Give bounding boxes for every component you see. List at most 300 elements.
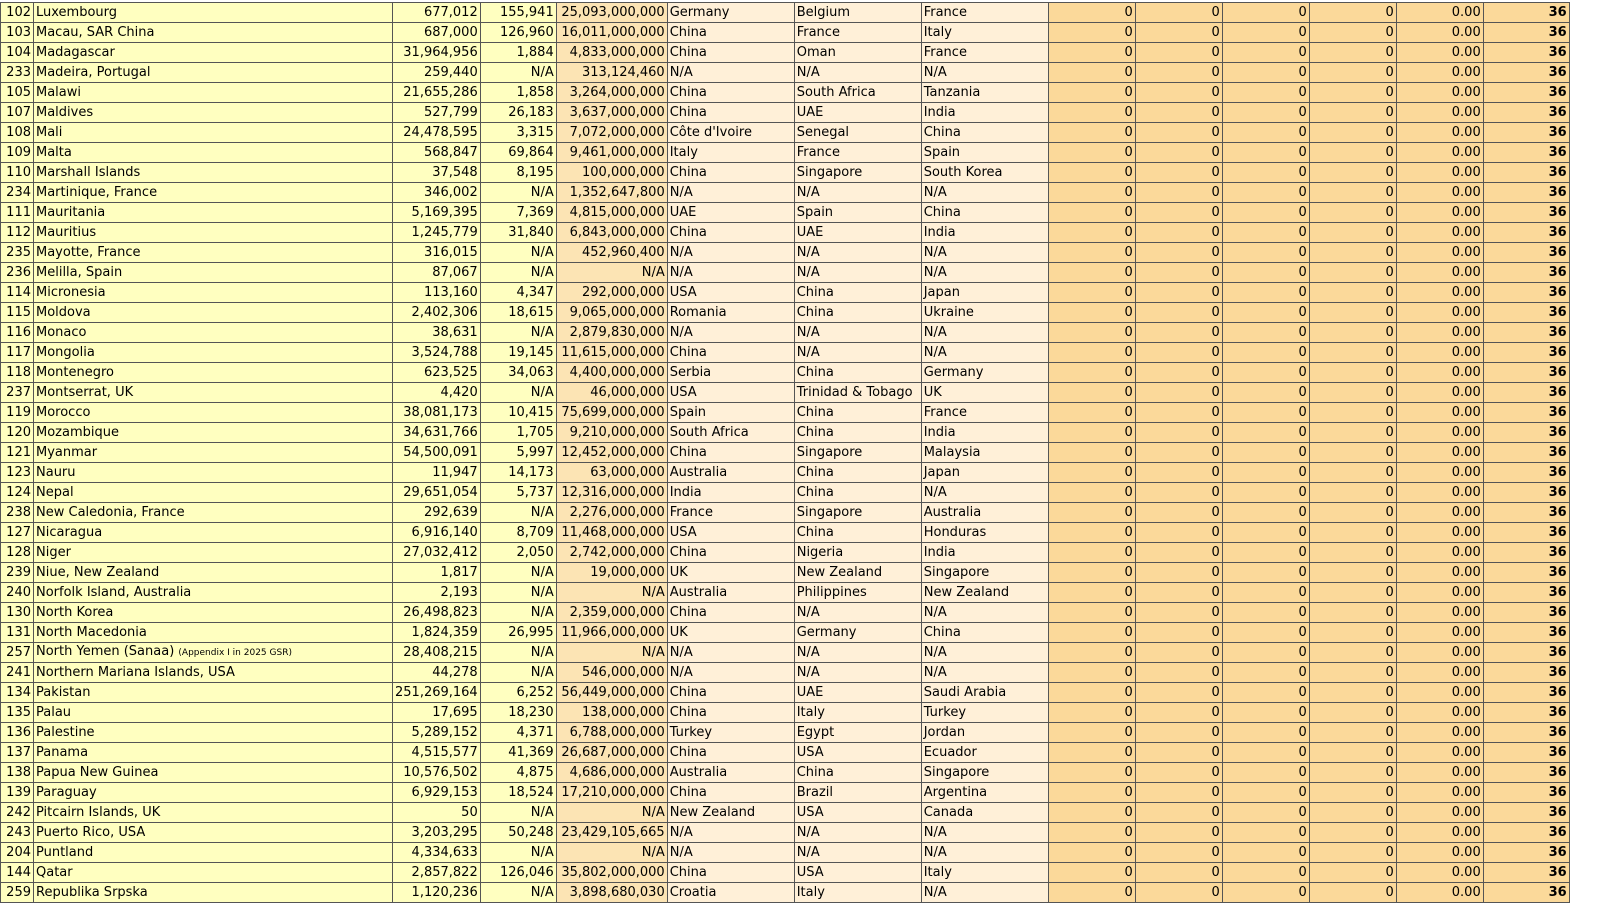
partner-3-cell[interactable]: N/A — [921, 843, 1048, 863]
population-cell[interactable]: 6,929,153 — [393, 783, 481, 803]
score-5-cell[interactable]: 0.00 — [1396, 83, 1483, 103]
total-score-cell[interactable]: 36 — [1483, 363, 1569, 383]
score-5-cell[interactable]: 0.00 — [1396, 63, 1483, 83]
score-2-cell[interactable]: 0 — [1135, 503, 1222, 523]
partner-2-cell[interactable]: Singapore — [794, 443, 921, 463]
score-2-cell[interactable]: 0 — [1135, 23, 1222, 43]
score-3-cell[interactable]: 0 — [1222, 23, 1309, 43]
trade-value-cell[interactable]: 3,898,680,030 — [556, 883, 667, 903]
row-id-cell[interactable]: 110 — [1, 163, 34, 183]
trade-value-cell[interactable]: 75,699,000,000 — [556, 403, 667, 423]
score-4-cell[interactable]: 0 — [1309, 423, 1396, 443]
partner-2-cell[interactable]: Belgium — [794, 3, 921, 23]
score-3-cell[interactable]: 0 — [1222, 3, 1309, 23]
score-1-cell[interactable]: 0 — [1048, 323, 1135, 343]
trade-value-cell[interactable]: 35,802,000,000 — [556, 863, 667, 883]
score-4-cell[interactable]: 0 — [1309, 763, 1396, 783]
gdp-per-capita-cell[interactable]: 50,248 — [480, 823, 556, 843]
score-5-cell[interactable]: 0.00 — [1396, 463, 1483, 483]
population-cell[interactable]: 1,120,236 — [393, 883, 481, 903]
gdp-per-capita-cell[interactable]: N/A — [480, 803, 556, 823]
partner-1-cell[interactable]: USA — [667, 523, 794, 543]
total-score-cell[interactable]: 36 — [1483, 523, 1569, 543]
partner-1-cell[interactable]: New Zealand — [667, 803, 794, 823]
partner-1-cell[interactable]: China — [667, 863, 794, 883]
score-3-cell[interactable]: 0 — [1222, 383, 1309, 403]
score-3-cell[interactable]: 0 — [1222, 823, 1309, 843]
gdp-per-capita-cell[interactable]: 1,705 — [480, 423, 556, 443]
partner-3-cell[interactable]: Singapore — [921, 563, 1048, 583]
population-cell[interactable]: 4,420 — [393, 383, 481, 403]
score-4-cell[interactable]: 0 — [1309, 563, 1396, 583]
score-3-cell[interactable]: 0 — [1222, 243, 1309, 263]
gdp-per-capita-cell[interactable]: 19,145 — [480, 343, 556, 363]
total-score-cell[interactable]: 36 — [1483, 283, 1569, 303]
total-score-cell[interactable]: 36 — [1483, 323, 1569, 343]
partner-1-cell[interactable]: India — [667, 483, 794, 503]
score-4-cell[interactable]: 0 — [1309, 523, 1396, 543]
score-4-cell[interactable]: 0 — [1309, 583, 1396, 603]
score-5-cell[interactable]: 0.00 — [1396, 383, 1483, 403]
partner-1-cell[interactable]: France — [667, 503, 794, 523]
row-id-cell[interactable]: 234 — [1, 183, 34, 203]
gdp-per-capita-cell[interactable]: 6,252 — [480, 683, 556, 703]
score-2-cell[interactable]: 0 — [1135, 203, 1222, 223]
score-1-cell[interactable]: 0 — [1048, 3, 1135, 23]
partner-2-cell[interactable]: Senegal — [794, 123, 921, 143]
partner-3-cell[interactable]: Malaysia — [921, 443, 1048, 463]
population-cell[interactable]: 24,478,595 — [393, 123, 481, 143]
score-5-cell[interactable]: 0.00 — [1396, 543, 1483, 563]
score-4-cell[interactable]: 0 — [1309, 103, 1396, 123]
score-3-cell[interactable]: 0 — [1222, 543, 1309, 563]
score-1-cell[interactable]: 0 — [1048, 763, 1135, 783]
trade-value-cell[interactable]: 9,461,000,000 — [556, 143, 667, 163]
country-name-cell[interactable]: Papua New Guinea — [34, 763, 393, 783]
score-4-cell[interactable]: 0 — [1309, 883, 1396, 903]
score-5-cell[interactable]: 0.00 — [1396, 343, 1483, 363]
total-score-cell[interactable]: 36 — [1483, 843, 1569, 863]
score-4-cell[interactable]: 0 — [1309, 683, 1396, 703]
score-2-cell[interactable]: 0 — [1135, 163, 1222, 183]
country-name-cell[interactable]: New Caledonia, France — [34, 503, 393, 523]
score-2-cell[interactable]: 0 — [1135, 423, 1222, 443]
partner-3-cell[interactable]: UK — [921, 383, 1048, 403]
score-4-cell[interactable]: 0 — [1309, 663, 1396, 683]
partner-2-cell[interactable]: China — [794, 403, 921, 423]
population-cell[interactable]: 292,639 — [393, 503, 481, 523]
trade-value-cell[interactable]: 452,960,400 — [556, 243, 667, 263]
score-2-cell[interactable]: 0 — [1135, 243, 1222, 263]
country-name-cell[interactable] — [34, 643, 393, 663]
country-name-cell[interactable]: Micronesia — [34, 283, 393, 303]
total-score-cell[interactable]: 36 — [1483, 103, 1569, 123]
trade-value-cell[interactable]: 2,359,000,000 — [556, 603, 667, 623]
trade-value-cell[interactable]: N/A — [556, 803, 667, 823]
score-4-cell[interactable]: 0 — [1309, 823, 1396, 843]
total-score-cell[interactable]: 36 — [1483, 743, 1569, 763]
score-4-cell[interactable]: 0 — [1309, 483, 1396, 503]
partner-2-cell[interactable]: N/A — [794, 243, 921, 263]
country-name-cell[interactable]: Madagascar — [34, 43, 393, 63]
country-name-cell[interactable]: Nauru — [34, 463, 393, 483]
row-id-cell[interactable]: 105 — [1, 83, 34, 103]
partner-3-cell[interactable]: Canada — [921, 803, 1048, 823]
score-4-cell[interactable]: 0 — [1309, 3, 1396, 23]
score-3-cell[interactable]: 0 — [1222, 463, 1309, 483]
score-3-cell[interactable]: 0 — [1222, 43, 1309, 63]
score-4-cell[interactable]: 0 — [1309, 543, 1396, 563]
partner-1-cell[interactable]: N/A — [667, 823, 794, 843]
row-id-cell[interactable]: 257 — [1, 643, 34, 663]
population-cell[interactable]: 38,081,173 — [393, 403, 481, 423]
trade-value-cell[interactable]: N/A — [556, 263, 667, 283]
population-cell[interactable]: 527,799 — [393, 103, 481, 123]
country-name-cell[interactable]: Paraguay — [34, 783, 393, 803]
score-3-cell[interactable]: 0 — [1222, 723, 1309, 743]
partner-3-cell[interactable]: Saudi Arabia — [921, 683, 1048, 703]
total-score-cell[interactable]: 36 — [1483, 23, 1569, 43]
partner-1-cell[interactable]: N/A — [667, 183, 794, 203]
country-name-cell[interactable]: Panama — [34, 743, 393, 763]
country-name-cell[interactable]: Palestine — [34, 723, 393, 743]
country-name-cell[interactable]: Republika Srpska — [34, 883, 393, 903]
partner-1-cell[interactable]: South Africa — [667, 423, 794, 443]
score-2-cell[interactable]: 0 — [1135, 543, 1222, 563]
partner-1-cell[interactable]: China — [667, 223, 794, 243]
trade-value-cell[interactable]: 3,637,000,000 — [556, 103, 667, 123]
trade-value-cell[interactable]: 9,065,000,000 — [556, 303, 667, 323]
score-2-cell[interactable]: 0 — [1135, 703, 1222, 723]
partner-1-cell[interactable]: Australia — [667, 583, 794, 603]
partner-1-cell[interactable]: UAE — [667, 203, 794, 223]
partner-1-cell[interactable]: China — [667, 103, 794, 123]
country-name-cell[interactable]: Norfolk Island, Australia — [34, 583, 393, 603]
trade-value-cell[interactable]: N/A — [556, 583, 667, 603]
row-id-cell[interactable]: 233 — [1, 63, 34, 83]
population-cell[interactable]: 34,631,766 — [393, 423, 481, 443]
partner-2-cell[interactable]: China — [794, 423, 921, 443]
score-3-cell[interactable]: 0 — [1222, 623, 1309, 643]
gdp-per-capita-cell[interactable]: 126,046 — [480, 863, 556, 883]
row-id-cell[interactable]: 124 — [1, 483, 34, 503]
partner-1-cell[interactable]: Germany — [667, 3, 794, 23]
partner-1-cell[interactable]: China — [667, 443, 794, 463]
total-score-cell[interactable]: 36 — [1483, 563, 1569, 583]
partner-3-cell[interactable]: China — [921, 203, 1048, 223]
population-cell[interactable]: 38,631 — [393, 323, 481, 343]
score-1-cell[interactable]: 0 — [1048, 283, 1135, 303]
score-3-cell[interactable]: 0 — [1222, 743, 1309, 763]
score-4-cell[interactable]: 0 — [1309, 243, 1396, 263]
score-1-cell[interactable]: 0 — [1048, 543, 1135, 563]
score-2-cell[interactable]: 0 — [1135, 403, 1222, 423]
total-score-cell[interactable]: 36 — [1483, 163, 1569, 183]
trade-value-cell[interactable]: 56,449,000,000 — [556, 683, 667, 703]
score-3-cell[interactable]: 0 — [1222, 683, 1309, 703]
score-3-cell[interactable]: 0 — [1222, 883, 1309, 903]
partner-3-cell[interactable]: Italy — [921, 863, 1048, 883]
total-score-cell[interactable]: 36 — [1483, 703, 1569, 723]
score-5-cell[interactable]: 0.00 — [1396, 523, 1483, 543]
partner-2-cell[interactable]: N/A — [794, 663, 921, 683]
score-4-cell[interactable]: 0 — [1309, 703, 1396, 723]
trade-value-cell[interactable]: 23,429,105,665 — [556, 823, 667, 843]
gdp-per-capita-cell[interactable]: 126,960 — [480, 23, 556, 43]
row-id-cell[interactable]: 114 — [1, 283, 34, 303]
total-score-cell[interactable]: 36 — [1483, 243, 1569, 263]
score-5-cell[interactable]: 0.00 — [1396, 483, 1483, 503]
score-2-cell[interactable]: 0 — [1135, 363, 1222, 383]
score-3-cell[interactable]: 0 — [1222, 183, 1309, 203]
country-name-cell[interactable]: Mongolia — [34, 343, 393, 363]
gdp-per-capita-cell[interactable]: 69,864 — [480, 143, 556, 163]
partner-1-cell[interactable]: UK — [667, 623, 794, 643]
partner-1-cell[interactable]: China — [667, 343, 794, 363]
score-5-cell[interactable]: 0.00 — [1396, 103, 1483, 123]
partner-2-cell[interactable]: N/A — [794, 843, 921, 863]
country-name-cell[interactable]: Melilla, Spain — [34, 263, 393, 283]
score-1-cell[interactable]: 0 — [1048, 663, 1135, 683]
country-name-cell[interactable]: Pitcairn Islands, UK — [34, 803, 393, 823]
partner-3-cell[interactable]: New Zealand — [921, 583, 1048, 603]
score-2-cell[interactable]: 0 — [1135, 663, 1222, 683]
country-name-cell[interactable]: Maldives — [34, 103, 393, 123]
total-score-cell[interactable]: 36 — [1483, 143, 1569, 163]
partner-3-cell[interactable]: N/A — [921, 483, 1048, 503]
row-id-cell[interactable]: 103 — [1, 23, 34, 43]
partner-3-cell[interactable]: N/A — [921, 323, 1048, 343]
score-3-cell[interactable]: 0 — [1222, 283, 1309, 303]
population-cell[interactable]: 1,817 — [393, 563, 481, 583]
population-cell[interactable]: 21,655,286 — [393, 83, 481, 103]
score-2-cell[interactable]: 0 — [1135, 623, 1222, 643]
row-id-cell[interactable]: 137 — [1, 743, 34, 763]
row-id-cell[interactable]: 131 — [1, 623, 34, 643]
total-score-cell[interactable]: 36 — [1483, 783, 1569, 803]
country-name-cell[interactable]: Nepal — [34, 483, 393, 503]
partner-3-cell[interactable]: N/A — [921, 183, 1048, 203]
score-4-cell[interactable]: 0 — [1309, 623, 1396, 643]
partner-2-cell[interactable]: UAE — [794, 223, 921, 243]
partner-1-cell[interactable]: USA — [667, 283, 794, 303]
partner-1-cell[interactable]: Spain — [667, 403, 794, 423]
score-4-cell[interactable]: 0 — [1309, 443, 1396, 463]
partner-3-cell[interactable]: India — [921, 423, 1048, 443]
score-3-cell[interactable]: 0 — [1222, 783, 1309, 803]
score-1-cell[interactable]: 0 — [1048, 383, 1135, 403]
score-4-cell[interactable]: 0 — [1309, 63, 1396, 83]
score-1-cell[interactable]: 0 — [1048, 643, 1135, 663]
score-2-cell[interactable]: 0 — [1135, 723, 1222, 743]
partner-2-cell[interactable]: China — [794, 483, 921, 503]
score-3-cell[interactable]: 0 — [1222, 443, 1309, 463]
score-5-cell[interactable]: 0.00 — [1396, 583, 1483, 603]
trade-value-cell[interactable]: 2,879,830,000 — [556, 323, 667, 343]
trade-value-cell[interactable]: 1,352,647,800 — [556, 183, 667, 203]
score-2-cell[interactable]: 0 — [1135, 763, 1222, 783]
country-name-cell[interactable]: Malta — [34, 143, 393, 163]
partner-2-cell[interactable]: China — [794, 303, 921, 323]
partner-3-cell[interactable]: N/A — [921, 663, 1048, 683]
country-name-cell[interactable]: Niue, New Zealand — [34, 563, 393, 583]
partner-2-cell[interactable]: South Africa — [794, 83, 921, 103]
trade-value-cell[interactable]: 12,452,000,000 — [556, 443, 667, 463]
country-name-cell[interactable]: Niger — [34, 543, 393, 563]
population-cell[interactable]: 316,015 — [393, 243, 481, 263]
partner-3-cell[interactable]: Honduras — [921, 523, 1048, 543]
score-1-cell[interactable]: 0 — [1048, 403, 1135, 423]
partner-3-cell[interactable]: India — [921, 543, 1048, 563]
gdp-per-capita-cell[interactable]: N/A — [480, 183, 556, 203]
score-5-cell[interactable]: 0.00 — [1396, 623, 1483, 643]
score-4-cell[interactable]: 0 — [1309, 723, 1396, 743]
population-cell[interactable]: 1,824,359 — [393, 623, 481, 643]
score-4-cell[interactable]: 0 — [1309, 743, 1396, 763]
partner-2-cell[interactable]: USA — [794, 803, 921, 823]
row-id-cell[interactable]: 259 — [1, 883, 34, 903]
country-name-cell[interactable]: Madeira, Portugal — [34, 63, 393, 83]
total-score-cell[interactable]: 36 — [1483, 203, 1569, 223]
country-name-cell[interactable]: Montenegro — [34, 363, 393, 383]
partner-3-cell[interactable]: France — [921, 43, 1048, 63]
score-2-cell[interactable]: 0 — [1135, 283, 1222, 303]
score-1-cell[interactable]: 0 — [1048, 783, 1135, 803]
score-1-cell[interactable]: 0 — [1048, 603, 1135, 623]
score-3-cell[interactable]: 0 — [1222, 63, 1309, 83]
partner-2-cell[interactable]: N/A — [794, 323, 921, 343]
partner-1-cell[interactable]: N/A — [667, 643, 794, 663]
score-5-cell[interactable]: 0.00 — [1396, 663, 1483, 683]
score-5-cell[interactable]: 0.00 — [1396, 243, 1483, 263]
score-5-cell[interactable]: 0.00 — [1396, 643, 1483, 663]
population-cell[interactable]: 5,289,152 — [393, 723, 481, 743]
country-name-cell[interactable]: Mauritius — [34, 223, 393, 243]
partner-1-cell[interactable]: China — [667, 703, 794, 723]
score-2-cell[interactable]: 0 — [1135, 643, 1222, 663]
score-5-cell[interactable]: 0.00 — [1396, 863, 1483, 883]
score-5-cell[interactable]: 0.00 — [1396, 703, 1483, 723]
partner-2-cell[interactable]: USA — [794, 863, 921, 883]
score-1-cell[interactable]: 0 — [1048, 703, 1135, 723]
row-id-cell[interactable]: 236 — [1, 263, 34, 283]
total-score-cell[interactable]: 36 — [1483, 823, 1569, 843]
score-1-cell[interactable]: 0 — [1048, 723, 1135, 743]
score-4-cell[interactable]: 0 — [1309, 43, 1396, 63]
gdp-per-capita-cell[interactable]: 5,737 — [480, 483, 556, 503]
score-3-cell[interactable]: 0 — [1222, 843, 1309, 863]
row-id-cell[interactable]: 109 — [1, 143, 34, 163]
country-name-cell[interactable]: Martinique, France — [34, 183, 393, 203]
score-3-cell[interactable]: 0 — [1222, 123, 1309, 143]
trade-value-cell[interactable]: 11,966,000,000 — [556, 623, 667, 643]
row-id-cell[interactable]: 136 — [1, 723, 34, 743]
partner-2-cell[interactable]: Germany — [794, 623, 921, 643]
score-2-cell[interactable]: 0 — [1135, 843, 1222, 863]
gdp-per-capita-cell[interactable]: 155,941 — [480, 3, 556, 23]
score-3-cell[interactable]: 0 — [1222, 523, 1309, 543]
score-1-cell[interactable]: 0 — [1048, 483, 1135, 503]
partner-2-cell[interactable]: N/A — [794, 343, 921, 363]
score-3-cell[interactable]: 0 — [1222, 703, 1309, 723]
trade-value-cell[interactable]: 16,011,000,000 — [556, 23, 667, 43]
partner-3-cell[interactable]: Ukraine — [921, 303, 1048, 323]
trade-value-cell[interactable]: 4,400,000,000 — [556, 363, 667, 383]
score-2-cell[interactable]: 0 — [1135, 563, 1222, 583]
score-1-cell[interactable]: 0 — [1048, 163, 1135, 183]
score-3-cell[interactable]: 0 — [1222, 303, 1309, 323]
gdp-per-capita-cell[interactable]: 2,050 — [480, 543, 556, 563]
trade-value-cell[interactable]: 4,833,000,000 — [556, 43, 667, 63]
gdp-per-capita-cell[interactable]: 1,858 — [480, 83, 556, 103]
total-score-cell[interactable]: 36 — [1483, 543, 1569, 563]
trade-value-cell[interactable]: 2,742,000,000 — [556, 543, 667, 563]
score-3-cell[interactable]: 0 — [1222, 663, 1309, 683]
country-name-cell[interactable]: Puntland — [34, 843, 393, 863]
partner-1-cell[interactable]: China — [667, 163, 794, 183]
gdp-per-capita-cell[interactable]: N/A — [480, 603, 556, 623]
score-3-cell[interactable]: 0 — [1222, 103, 1309, 123]
gdp-per-capita-cell[interactable]: N/A — [480, 583, 556, 603]
total-score-cell[interactable]: 36 — [1483, 663, 1569, 683]
score-5-cell[interactable]: 0.00 — [1396, 803, 1483, 823]
trade-value-cell[interactable]: 63,000,000 — [556, 463, 667, 483]
partner-3-cell[interactable]: Japan — [921, 283, 1048, 303]
score-1-cell[interactable]: 0 — [1048, 843, 1135, 863]
partner-2-cell[interactable]: N/A — [794, 823, 921, 843]
partner-1-cell[interactable]: N/A — [667, 63, 794, 83]
partner-2-cell[interactable]: Oman — [794, 43, 921, 63]
score-4-cell[interactable]: 0 — [1309, 183, 1396, 203]
score-5-cell[interactable]: 0.00 — [1396, 163, 1483, 183]
trade-value-cell[interactable]: 292,000,000 — [556, 283, 667, 303]
trade-value-cell[interactable]: 2,276,000,000 — [556, 503, 667, 523]
country-name-cell[interactable]: Mauritania — [34, 203, 393, 223]
row-id-cell[interactable]: 127 — [1, 523, 34, 543]
partner-1-cell[interactable]: Romania — [667, 303, 794, 323]
country-name-cell[interactable]: North Macedonia — [34, 623, 393, 643]
partner-2-cell[interactable]: China — [794, 463, 921, 483]
row-id-cell[interactable]: 128 — [1, 543, 34, 563]
score-4-cell[interactable]: 0 — [1309, 163, 1396, 183]
score-2-cell[interactable]: 0 — [1135, 583, 1222, 603]
population-cell[interactable]: 44,278 — [393, 663, 481, 683]
partner-1-cell[interactable]: N/A — [667, 663, 794, 683]
score-3-cell[interactable]: 0 — [1222, 323, 1309, 343]
score-5-cell[interactable]: 0.00 — [1396, 683, 1483, 703]
partner-2-cell[interactable]: Nigeria — [794, 543, 921, 563]
trade-value-cell[interactable]: 6,843,000,000 — [556, 223, 667, 243]
score-2-cell[interactable]: 0 — [1135, 463, 1222, 483]
score-2-cell[interactable]: 0 — [1135, 443, 1222, 463]
score-4-cell[interactable]: 0 — [1309, 603, 1396, 623]
partner-2-cell[interactable]: N/A — [794, 63, 921, 83]
country-name-cell[interactable]: Puerto Rico, USA — [34, 823, 393, 843]
total-score-cell[interactable]: 36 — [1483, 583, 1569, 603]
row-id-cell[interactable]: 115 — [1, 303, 34, 323]
score-3-cell[interactable]: 0 — [1222, 343, 1309, 363]
gdp-per-capita-cell[interactable]: 26,183 — [480, 103, 556, 123]
score-3-cell[interactable]: 0 — [1222, 363, 1309, 383]
total-score-cell[interactable]: 36 — [1483, 43, 1569, 63]
score-2-cell[interactable]: 0 — [1135, 343, 1222, 363]
score-4-cell[interactable]: 0 — [1309, 783, 1396, 803]
row-id-cell[interactable]: 108 — [1, 123, 34, 143]
population-cell[interactable]: 3,524,788 — [393, 343, 481, 363]
score-3-cell[interactable]: 0 — [1222, 423, 1309, 443]
score-1-cell[interactable]: 0 — [1048, 423, 1135, 443]
total-score-cell[interactable]: 36 — [1483, 763, 1569, 783]
